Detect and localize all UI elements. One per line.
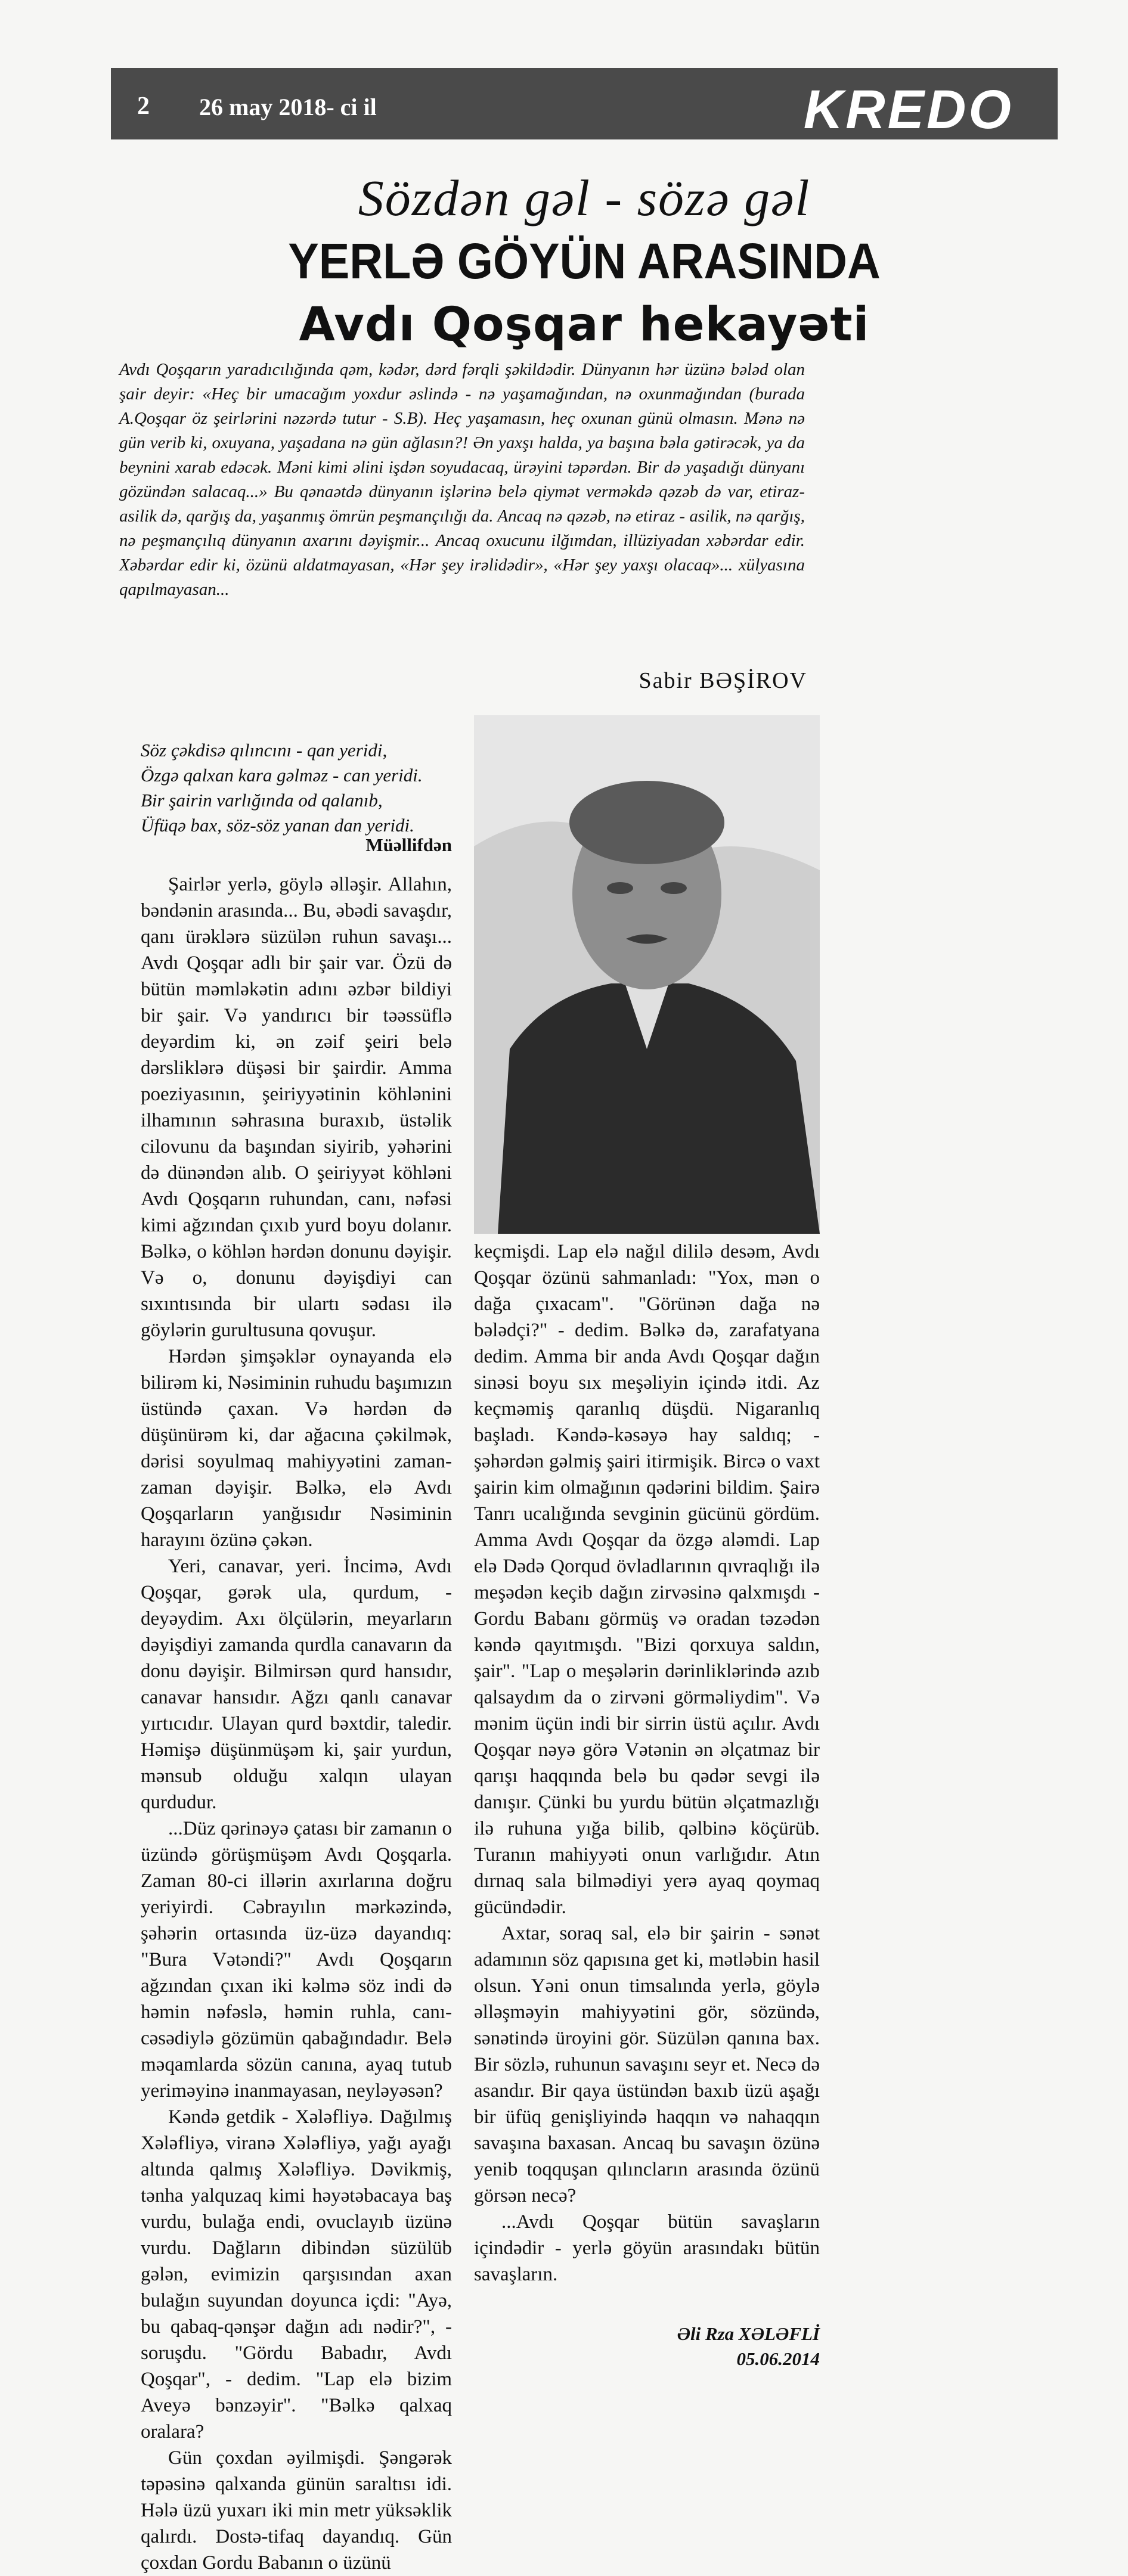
lead-author: Sabir BƏŞİROV (639, 668, 807, 693)
paragraph: Kəndə getdik - Xələfliyə. Dağılmış Xələfliyə, viranə Xələfliyə, yağı ayağı altında qalmış Xələfliyə. Dəvikmiş, tənha yalquzaq kimi həyətəbacaya baş vurdu, bulağa endi, ovuclayıb üzünə vurdu. Dağların dibindən süzülüb gələn, evimizin qarşısından axan bulağın suyundan doyunca içdi: "Ayə, bu qabaq-qənşər dağın adı nədir?", - soruşdu. "Gördu Babadır, Avdı Qoşqar", - dedim. "Lap elə bizim Aveyə bənzəyir". "Bəlkə qalxaq oralara? (141, 2106, 452, 2442)
paragraph: ...Avdı Qoşqar bütün savaşların içindədir - yerlə göyün arasındakı bütün savaşların. (474, 2211, 820, 2285)
paragraph: Axtar, soraq sal, elə bir şairin - sənət adamının söz qapısına get ki, mətləbin hasil olsun. Yəni onun timsalında yerlə, göylə əlləşməyin mahiyyətini gör, sözündə, sənətində üroyini gör. Süzülən qanına bax. Bir sözlə, ruhunun savaşını seyr et. Necə də asandır. Bir qaya üstündən baxıb üzü aşağı bir üfüq genişliyində haqqın və nahaqqın savaşına baxasan. Ancaq bu savaşın özünə yenib toqquşan qılıncların arasında özünü görsən necə? (474, 1923, 820, 2206)
paragraph: keçmişdi. Lap elə nağıl dililə desəm, Avdı Qoşqar özünü sahmanladı: "Yox, mən o dağa çıxacam". "Görünən dağa nə bələdçi?" - dedim. Bəlkə də, zarafatyana dedim. Amma bir anda Avdı Qoşqar dağın sinəsi boyu sıx meşəliyin içində itdi. Az keçməmiş qaranlıq düşdü. Nigaranlıq başladı. Kəndə-kəsəyə hay saldıq; - şəhərdən gəlmiş şairi itirmişik. Bircə o vaxt şairin kim olmağının qədərini bildim. Şairə Tanrı ucalığında sevginin gücünü gördüm. Amma Avdı Qoşqar da özgə aləmdi. Lap elə Dədə Qorqud övladlarının qıvraqlığı ilə meşədən keçib dağın zirvəsinə qalxmışdı - Gordu Babanı görmüş və oradan təzədən kəndə qayıtmışdı. "Bizi qorxuya saldın, şair". "Lap o meşələrin dərinliklərində azıb qalsaydım da o zirvəni görməliydim". Və mənim üçün indi bir sirrin üstü açılır. Avdı Qoşqar nəyə görə Vətənin ən əlçatmaz bir qarışı haqqında belə bu qədər sevgi ilə danışır. Çünki bu yurdu bütün əlçatmazlığı ilə ruhuna yığa bilib, qəlbinə köçürüb. Turanın mahiyyəti onun varlığıdır. Atın dırnaq sala bilmədiyi yerə ayaq qoymaq gücündədir. (474, 1241, 820, 1918)
paragraph: Yeri, canavar, yeri. İncimə, Avdı Qoşqar, gərək ula, qurdum, - deyəydim. Axı ölçülərin, meyarların dəyişdiyi zamanda qurdla canavarın da donu dəyişir. Bilmirsən qurd hansıdır, canavar hansıdır. Ağzı qanlı canavar yırtıcıdır. Ulayan qurd bəxtdir, taledir. Həmişə düşünmüşəm ki, şair yurdun, mənsub olduğu xalqın ulayan qurdudur. (141, 1556, 452, 1813)
article-column-right (474, 1239, 820, 2288)
epigraph-line: Özgə qalxan kara gəlməz - can yeridi. (141, 765, 423, 786)
signature-name: Əli Rza XƏLƏFLİ (677, 2323, 820, 2344)
article-headline: YERLƏ GÖYÜN ARASINDA (288, 233, 881, 289)
article-subtitle: Avdı Qoşqar hekayəti (299, 298, 870, 352)
signature-date: 05.06.2014 (736, 2348, 820, 2369)
article-supertitle: Sözdən gəl - sözə gəl (358, 169, 811, 226)
epigraph-line: Üfüqə bax, söz-söz yanan dan yeridi. (141, 815, 414, 836)
page-number: 2 (137, 92, 150, 120)
paragraph: Gün çoxdan əyilmişdi. Şəngərək təpəsinə qalxanda günün saraltısı idi. Hələ üzü yuxarı iki min metr yüksəklik qalırdı. Dostə-tifaq dayandıq. Gün çoxdan Gordu Babanın o üzünü (141, 2447, 452, 2574)
portrait-silhouette (474, 715, 820, 1234)
epigraph (141, 738, 452, 838)
article-signature (632, 2321, 820, 2372)
issue-date: 26 may 2018- ci il (199, 94, 377, 120)
epigraph-line: Bir şairin varlığında od qalanıb, (141, 790, 383, 811)
article-column-left (141, 871, 452, 2576)
paragraph: Hərdən şimşəklər oynayanda elə bilirəm ki, Nəsiminin ruhudu başımızın üstündə çaxan. Və hərdən də düşünürəm ki, dar ağacına çəkilmək, dərisi soyulmaq mahiyyətini zaman-zaman dəyişir. Bəlkə, elə Avdı Qoşqarların yanğısıdır Nəsiminin harayını özünə çəkən. (141, 1346, 452, 1551)
newspaper-header (111, 68, 1058, 139)
paragraph: ...Düz qərinəyə çatası bir zamanın o üzündə görüşmüşəm Avdı Qoşqarla. Zaman 80-ci illərin axırlarına doğru yeriyirdi. Cəbrayılın mərkəzində, şəhərin ortasında üz-üzə dayandıq: "Bura Vətəndi?" Avdı Qoşqarın ağzından çıxan iki kəlmə söz indi də həmin nəfəslə, həmin ruhla, canı-cəsədiylə gözümün qabağındadır. Belə məqamlarda sözün canına, ayaq tutub yeriməyinə inanmayasan, neyləyəsən? (141, 1818, 452, 2102)
newspaper-logo: KREDO (803, 79, 1014, 140)
article-lead: Avdı Qoşqarın yaradıcılığında qəm, kədər, dərd fərqli şəkildədir. Dünyanın hər üzünə bələd olan şair deyir: «Heç bir umacağım yoxdur əslində - nə yaşamağından, nə oxunmağından (burada A.Qoşqar öz şeirlərini nəzərdə tutur - S.B). Heç yaşamasın, heç oxunan günü olmasın. Mənə nə gün verib ki, oxuyana, yaşadana nə gün ağlasın?! Ən yaxşı halda, ya başına bəla gətirəcək, ya da beynini xarab edəcək. Məni kimi əlini işdən soyudacaq, ürəyini təpərdən. Bir də yaşadığı dünyanı gözündən salacaq...» Bu qənaətdə dünyanın işlərinə belə qiymət verməkdə qəzəb də var, etiraz-asilik də, qarğış da, yaşanmış ömrün peşmançılığı da. Ancaq nə qəzəb, nə etiraz - asilik, nə qarğış, nə peşmançılıq dünyanın axarını dəyişmir... Ancaq oxucunu ilğımdan, illüziyadan xəbərdar edir. Xəbərdar edir ki, özünü aldatmayasan, «Hər şey irəlidədir», «Hər şey yaxşı olacaq»... xülyasına qapılmayasan... (119, 360, 805, 599)
paragraph: Şairlər yerlə, göylə əlləşir. Allahın, bəndənin arasında... Bu, əbədi savaşdır, qanı ürəklərə süzülən ruhun savaşı... Avdı Qoşqar adlı bir şair var. Özü də bütün məmləkətin adını əzbər bildiyi bir şair. Və yandırıcı bir təəssüflə deyərdim ki, ən zəif şeiri belə dərsliklərə düşəsi bir şairdir. Amma poeziyasının, şeiriyyətinin köhlənini ilhamının səhrasına buraxıb, üstəlik cilovunu da başından siyirib, yəhərini də dünəndən alıb. O şeiriyyət köhləni Avdı Qoşqarın ruhundan, canı, nəfəsi kimi ağzından çıxıb yurd boyu dolanır. Bəlkə, o köhlən hərdən donunu dəyişir. Və o, donunu dəyişdiyi can sıxıntısında bir ulartı sədası ilə göylərin gurultusuna qovuşur. (141, 874, 452, 1341)
epigraph-line: Söz çəkdisə qılıncını - qan yeridi, (141, 740, 388, 761)
epigraph-author: Müəllifdən (365, 834, 452, 855)
author-portrait-photo (474, 715, 820, 1234)
